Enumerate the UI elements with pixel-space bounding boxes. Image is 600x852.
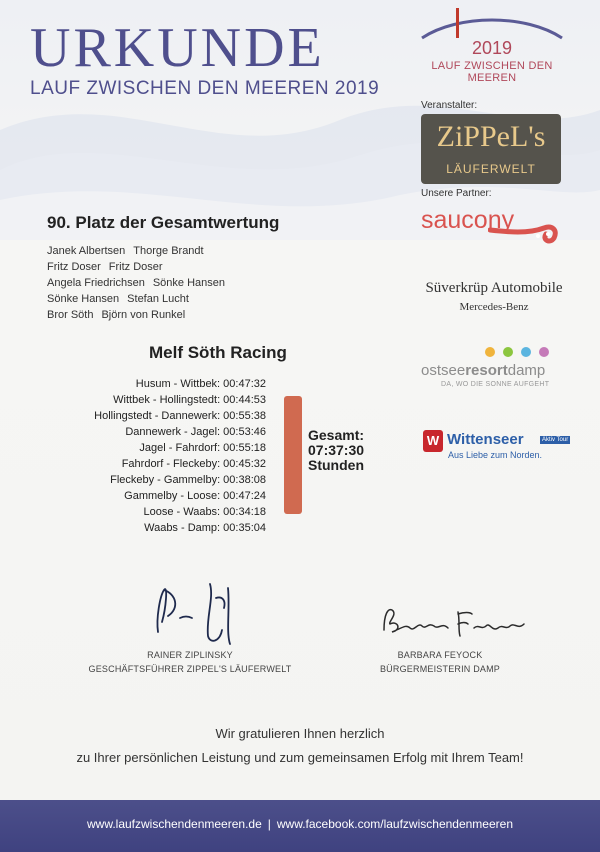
sueverkruep-logo: Süverkrüp Automobile: [425, 280, 563, 296]
footer-links: [0, 817, 600, 831]
split-time: Loose - Waabs: 00:34:18: [143, 506, 266, 518]
facebook-link[interactable]: www.facebook.com/laufzwischendenmeeren: [276, 817, 513, 831]
member-name: Janek Albertsen: [47, 245, 126, 257]
ostsee-dots-icon: [484, 345, 554, 359]
footer-bar: [0, 800, 600, 852]
member-name: Björn von Runkel: [101, 309, 186, 321]
congrats-line-2: zu Ihrer persönlichen Leistung und zum gemeinsamen Erfolg mit Ihrem Team!: [76, 750, 524, 765]
member-row: [47, 259, 225, 275]
website-link[interactable]: www.laufzwischendenmeeren.de: [86, 817, 262, 831]
ostsee-text: ostsee: [421, 362, 466, 379]
member-name: Sönke Hansen: [47, 293, 120, 305]
event-logo: [418, 8, 566, 84]
member-name: Angela Friedrichsen: [47, 277, 145, 289]
split-time: Hollingstedt - Dannewerk: 00:55:38: [94, 410, 266, 422]
total-time-block: [308, 428, 364, 473]
left-signature: [150, 578, 245, 650]
wittenseer-slogan: Aus Liebe zum Norden.: [448, 450, 543, 460]
member-row: [47, 307, 225, 323]
wittenseer-badge-icon: W: [423, 430, 443, 452]
wittenseer-tag: Aktiv Tour: [542, 437, 569, 443]
zippels-sub: LÄUFERWELT: [446, 162, 536, 176]
total-label: Gesamt:: [308, 427, 365, 443]
wittenseer-logo: Wittenseer: [447, 431, 524, 448]
member-row: [47, 275, 225, 291]
event-logo-name: LAUF ZWISCHEN DEN MEEREN: [431, 60, 553, 84]
zippels-name: ZiPPeL's: [436, 120, 546, 153]
left-signer-role: GESCHÄFTSFÜHRER ZIPPEL'S LÄUFERWELT: [88, 664, 292, 674]
partners-label: Unsere Partner:: [421, 188, 492, 199]
split-time: Dannewerk - Jagel: 00:53:46: [125, 426, 266, 438]
zippels-logo: [421, 114, 561, 184]
member-name: Thorge Brandt: [133, 245, 204, 257]
organizer-label: Veranstalter:: [421, 100, 478, 111]
congrats-line-1: Wir gratulieren Ihnen herzlich: [215, 726, 385, 741]
member-name: Fritz Doser: [108, 261, 163, 273]
member-name: Sönke Hansen: [152, 277, 226, 289]
left-signer-name: RAINER ZIPLINSKY: [147, 650, 233, 660]
member-row: [47, 243, 225, 259]
team-members: [47, 243, 225, 323]
saucony-swoosh-icon: [488, 220, 560, 246]
footer-separator: |: [267, 817, 271, 831]
member-name: Fritz Doser: [47, 261, 101, 273]
split-time: Waabs - Damp: 00:35:04: [144, 522, 266, 534]
split-times: [70, 376, 266, 536]
team-name: Melf Söth Racing: [149, 343, 287, 362]
member-row: [47, 291, 225, 307]
right-signer-name: BARBARA FEYOCK: [397, 650, 483, 660]
member-name: Bror Söth: [47, 309, 94, 321]
right-signer-role: BÜRGERMEISTERIN DAMP: [379, 664, 500, 674]
total-bracket-bar: [284, 396, 302, 514]
ostsee-tagline: DA, WO DIE SONNE AUFGEHT: [441, 381, 550, 388]
split-time: Jagel - Fahrdorf: 00:55:18: [139, 442, 266, 454]
resort-text: resort: [465, 362, 508, 379]
split-time: Gammelby - Loose: 00:47:24: [124, 490, 266, 502]
saucony-logo: saucony: [421, 206, 515, 234]
member-name: Stefan Lucht: [127, 293, 189, 305]
ostsee-resort-logo: [421, 362, 545, 379]
certificate-subtitle: LAUF ZWISCHEN DEN MEEREN 2019: [30, 78, 380, 99]
event-logo-year: 2019: [471, 38, 513, 58]
right-signature: [378, 600, 528, 646]
split-time: Wittbek - Hollingstedt: 00:44:53: [113, 394, 266, 406]
ranking-place: 90. Platz der Gesamtwertung: [47, 213, 280, 232]
split-time: Fahrdorf - Fleckeby: 00:45:32: [121, 458, 266, 470]
mercedes-label: Mercedes-Benz: [459, 301, 529, 313]
damp-text: damp: [507, 362, 546, 379]
certificate-title: URKUNDE: [30, 17, 325, 79]
split-time: Fleckeby - Gammelby: 00:38:08: [110, 474, 266, 486]
split-time: Husum - Wittbek: 00:47:32: [135, 378, 266, 390]
total-unit: Stunden: [308, 457, 364, 473]
total-time: 07:37:30: [308, 442, 365, 458]
